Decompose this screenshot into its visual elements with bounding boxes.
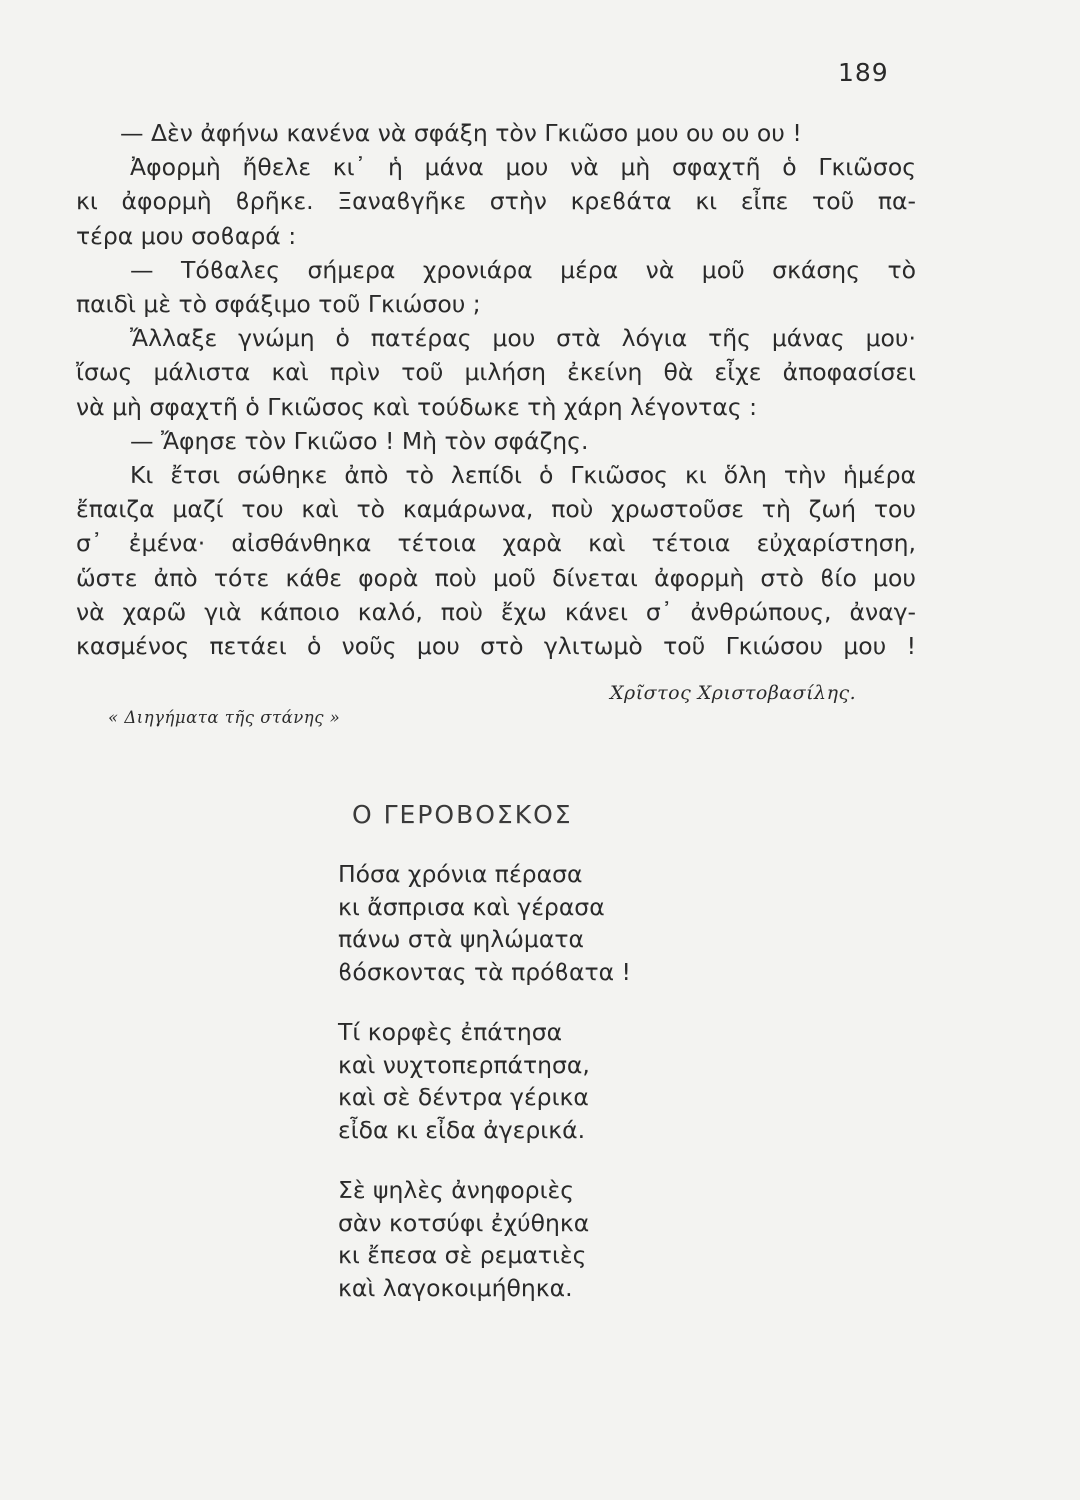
prose-line: νὰ χαρῶ γιὰ κάποιο καλό, ποὺ ἔχω κάνει σ᾿ ἀνθρώπους, ἀναγ-	[76, 597, 916, 626]
verse-line: Πόσα χρόνια πέρασα	[338, 860, 583, 888]
stanza	[338, 1016, 631, 1146]
verse-line: ϐόσκοντας τὰ πρόϐατα !	[338, 957, 631, 986]
poem	[338, 858, 631, 1332]
prose-line: Ἀφορμὴ ἤθελε κι᾿ ἡ μάνα μου νὰ μὴ σφαχτῆ ὁ Γκιῶσος	[130, 153, 916, 182]
verse-line: καὶ νυχτοπερπάτησα,	[338, 1050, 590, 1079]
author-signature: Χρῖστος Χριστοβασίλης.	[610, 682, 857, 704]
prose-line: — Ἄφησε τὸν Γκιῶσο ! Μὴ τὸν σφάζης.	[130, 426, 589, 455]
page-number: 189	[838, 58, 889, 87]
prose-line: ἔπαιζα μαζί του καὶ τὸ καμάρωνα, ποὺ χρωστοῦσε τὴ ζωή του	[76, 495, 916, 524]
prose-line: κι ἀφορμὴ ϐρῆκε. Ξαναϐγῆκε στὴν κρεϐάτα κι εἶπε τοῦ πα-	[76, 187, 916, 216]
prose-line: τέρα μου σοϐαρά :	[76, 221, 297, 250]
verse-line: πάνω στὰ ψηλώματα	[338, 925, 584, 953]
verse-line: Σὲ ψηλὲς ἀνηφοριὲς	[338, 1176, 575, 1204]
verse-line: καὶ λαγοκοιμήθηκα.	[338, 1273, 573, 1302]
prose-line: Κι ἔτσι σώθηκε ἀπὸ τὸ λεπίδι ὁ Γκιῶσος κι ὅλη τὴν ἡμέρα	[130, 461, 916, 490]
source-citation: « Διηγήματα τῆς στάνης »	[108, 708, 341, 727]
verse-line: καὶ σὲ δέντρα γέρικα	[338, 1083, 589, 1111]
stanza	[338, 1174, 631, 1304]
prose-line: κασμένος πετάει ὁ νοῦς μου στὸ γλιτωμὸ τοῦ Γκιώσου μου !	[76, 632, 916, 661]
prose-line: ἴσως μάλιστα καὶ πρὶν τοῦ μιλήση ἐκείνη θὰ εἶχε ἀποφασίσει	[76, 358, 916, 387]
prose-line: νὰ μὴ σφαχτῆ ὁ Γκιῶσος καὶ τούδωκε τὴ χάρη λέγοντας :	[76, 392, 757, 421]
prose-line: ὥστε ἀπὸ τότε κάθε φορὰ ποὺ μοῦ δίνεται ἀφορμὴ στὸ ϐίο μου	[76, 563, 916, 592]
verse-line: εἶδα κι εἶδα ἀγερικά.	[338, 1115, 586, 1144]
prose-line: — Δὲν ἀφήνω κανένα νὰ σφάξη τὸν Γκιῶσο μου ου ου ου !	[120, 119, 802, 147]
prose-line: σ᾿ ἐμένα· αἰσθάνθηκα τέτοια χαρὰ καὶ τέτοια εὐχαρίστηση,	[76, 529, 916, 558]
prose-line: παιδὶ μὲ τὸ σφάξιμο τοῦ Γκιώσου ;	[76, 290, 481, 319]
verse-line: κι ἔπεσα σὲ ρεματιὲς	[338, 1241, 587, 1269]
prose-line: — Τόϐαλες σήμερα χρονιάρα μέρα νὰ μοῦ σκάσης τὸ	[130, 255, 916, 284]
verse-line: κι ἄσπρισα καὶ γέρασα	[338, 892, 605, 921]
prose-block	[76, 116, 916, 663]
verse-line: σὰν κοτσύφι ἐχύθηκα	[338, 1208, 590, 1237]
stanza	[338, 858, 631, 988]
prose-line: Ἄλλαξε γνώμη ὁ πατέρας μου στὰ λόγια τῆς μάνας μου·	[130, 324, 916, 353]
poem-title: Ο ΓΕΡΟΒΟΣΚΟΣ	[352, 800, 573, 829]
verse-line: Τί κορφὲς ἐπάτησα	[338, 1018, 563, 1046]
